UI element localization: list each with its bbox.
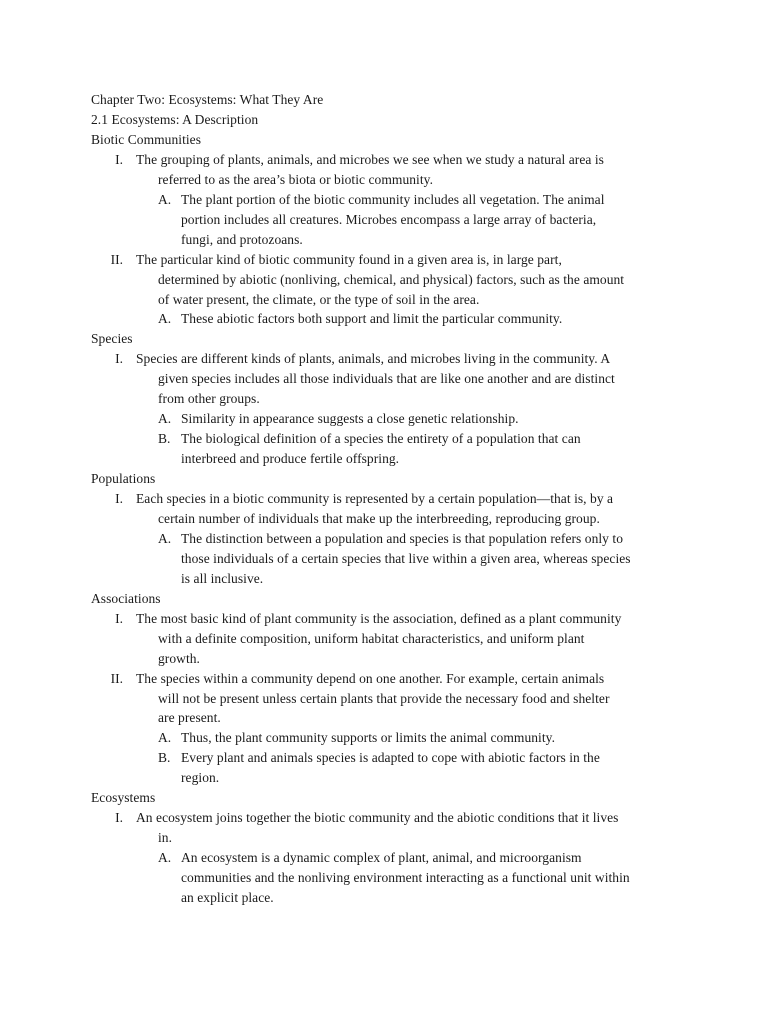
outline-item-text: certain number of individuals that make up the interbreeding, reproducing group. xyxy=(158,510,600,526)
outline-subitem-text: These abiotic factors both support and limit the particular community. xyxy=(181,311,563,327)
outline-subitem-text: communities and the nonliving environment interacting as a functional unit within xyxy=(181,870,630,886)
letter-marker: A. xyxy=(158,850,172,866)
outline-item-text: are present. xyxy=(158,710,221,726)
outline-item-text: Species are different kinds of plants, animals, and microbes living in the community. A xyxy=(136,351,611,367)
outline-item-text: An ecosystem joins together the biotic community and the abiotic conditions that it lives xyxy=(136,810,619,826)
section-heading: Associations xyxy=(91,590,161,606)
outline-subitem-text: an explicit place. xyxy=(181,890,274,905)
outline-item-text: The most basic kind of plant community is the association, defined as a plant community xyxy=(136,610,622,626)
outline-subitem-text: Every plant and animals species is adapted to cope with abiotic factors in the xyxy=(181,750,600,766)
outline-item-text: The species within a community depend on one another. For example, certain animals xyxy=(136,670,605,686)
roman-numeral: I. xyxy=(115,810,123,826)
outline-subitem-text: Similarity in appearance suggests a close genetic relationship. xyxy=(181,411,519,427)
letter-marker: A. xyxy=(158,730,172,746)
outline-subitem-text: The distinction between a population and species is that population refers only to xyxy=(181,530,623,546)
outline-item-text: Each species in a biotic community is represented by a certain population—that is, by a xyxy=(136,491,614,506)
letter-marker: B. xyxy=(158,431,171,447)
outline-item-text: with a definite composition, uniform habitat characteristics, and uniform plant xyxy=(158,630,585,646)
outline-item-text: from other groups. xyxy=(158,391,260,407)
outline-subitem-text: those individuals of a certain species that live within a given area, whereas species xyxy=(181,550,631,566)
outline-subitem-text: Thus, the plant community supports or limits the animal community. xyxy=(181,730,556,746)
document-title: Chapter Two: Ecosystems: What They Are xyxy=(91,92,324,107)
outline-subitem-text: region. xyxy=(181,770,220,786)
section-heading: Biotic Communities xyxy=(91,131,202,147)
letter-marker: A. xyxy=(158,530,172,546)
roman-numeral: II. xyxy=(110,251,123,267)
outline-subitem-text: interbreed and produce fertile offspring. xyxy=(181,451,400,467)
roman-numeral: II. xyxy=(110,670,123,686)
outline-subitem-text: portion includes all creatures. Microbes encompass a large array of bacteria, xyxy=(181,211,597,227)
outline-item-text: in. xyxy=(158,830,173,846)
outline-subitem-text: is all inclusive. xyxy=(181,570,264,586)
roman-numeral: I. xyxy=(115,351,123,367)
document-subtitle: 2.1 Ecosystems: A Description xyxy=(91,111,259,127)
outline-subitem-text: fungi, and protozoans. xyxy=(181,231,303,247)
outline-item-text: of water present, the climate, or the type of soil in the area. xyxy=(158,291,480,307)
letter-marker: A. xyxy=(158,191,172,207)
section-heading: Species xyxy=(91,331,133,347)
outline-subitem-text: The biological definition of a species the entirety of a population that can xyxy=(181,431,581,447)
outline-item-text: referred to as the area’s biota or biotic community. xyxy=(158,171,433,187)
outline-item-text: growth. xyxy=(158,650,200,666)
letter-marker: A. xyxy=(158,311,172,327)
outline-item-text: determined by abiotic (nonliving, chemical, and physical) factors, such as the amount xyxy=(158,271,625,287)
letter-marker: B. xyxy=(158,750,171,766)
roman-numeral: I. xyxy=(115,610,123,626)
roman-numeral: I. xyxy=(115,491,123,506)
outline-subitem-text: An ecosystem is a dynamic complex of plant, animal, and microorganism xyxy=(181,850,582,866)
outline-item-text: will not be present unless certain plants that provide the necessary food and shelter xyxy=(158,690,610,706)
outline-item-text: The particular kind of biotic community found in a given area is, in large part, xyxy=(136,251,562,267)
roman-numeral: I. xyxy=(115,151,123,167)
outline-item-text: given species includes all those individuals that are like one another and are distinct xyxy=(158,371,615,387)
letter-marker: A. xyxy=(158,411,172,427)
outline-subitem-text: The plant portion of the biotic community includes all vegetation. The animal xyxy=(181,191,605,207)
section-heading: Ecosystems xyxy=(91,790,156,806)
outline-item-text: The grouping of plants, animals, and microbes we see when we study a natural area is xyxy=(136,151,604,167)
section-heading: Populations xyxy=(91,471,156,487)
